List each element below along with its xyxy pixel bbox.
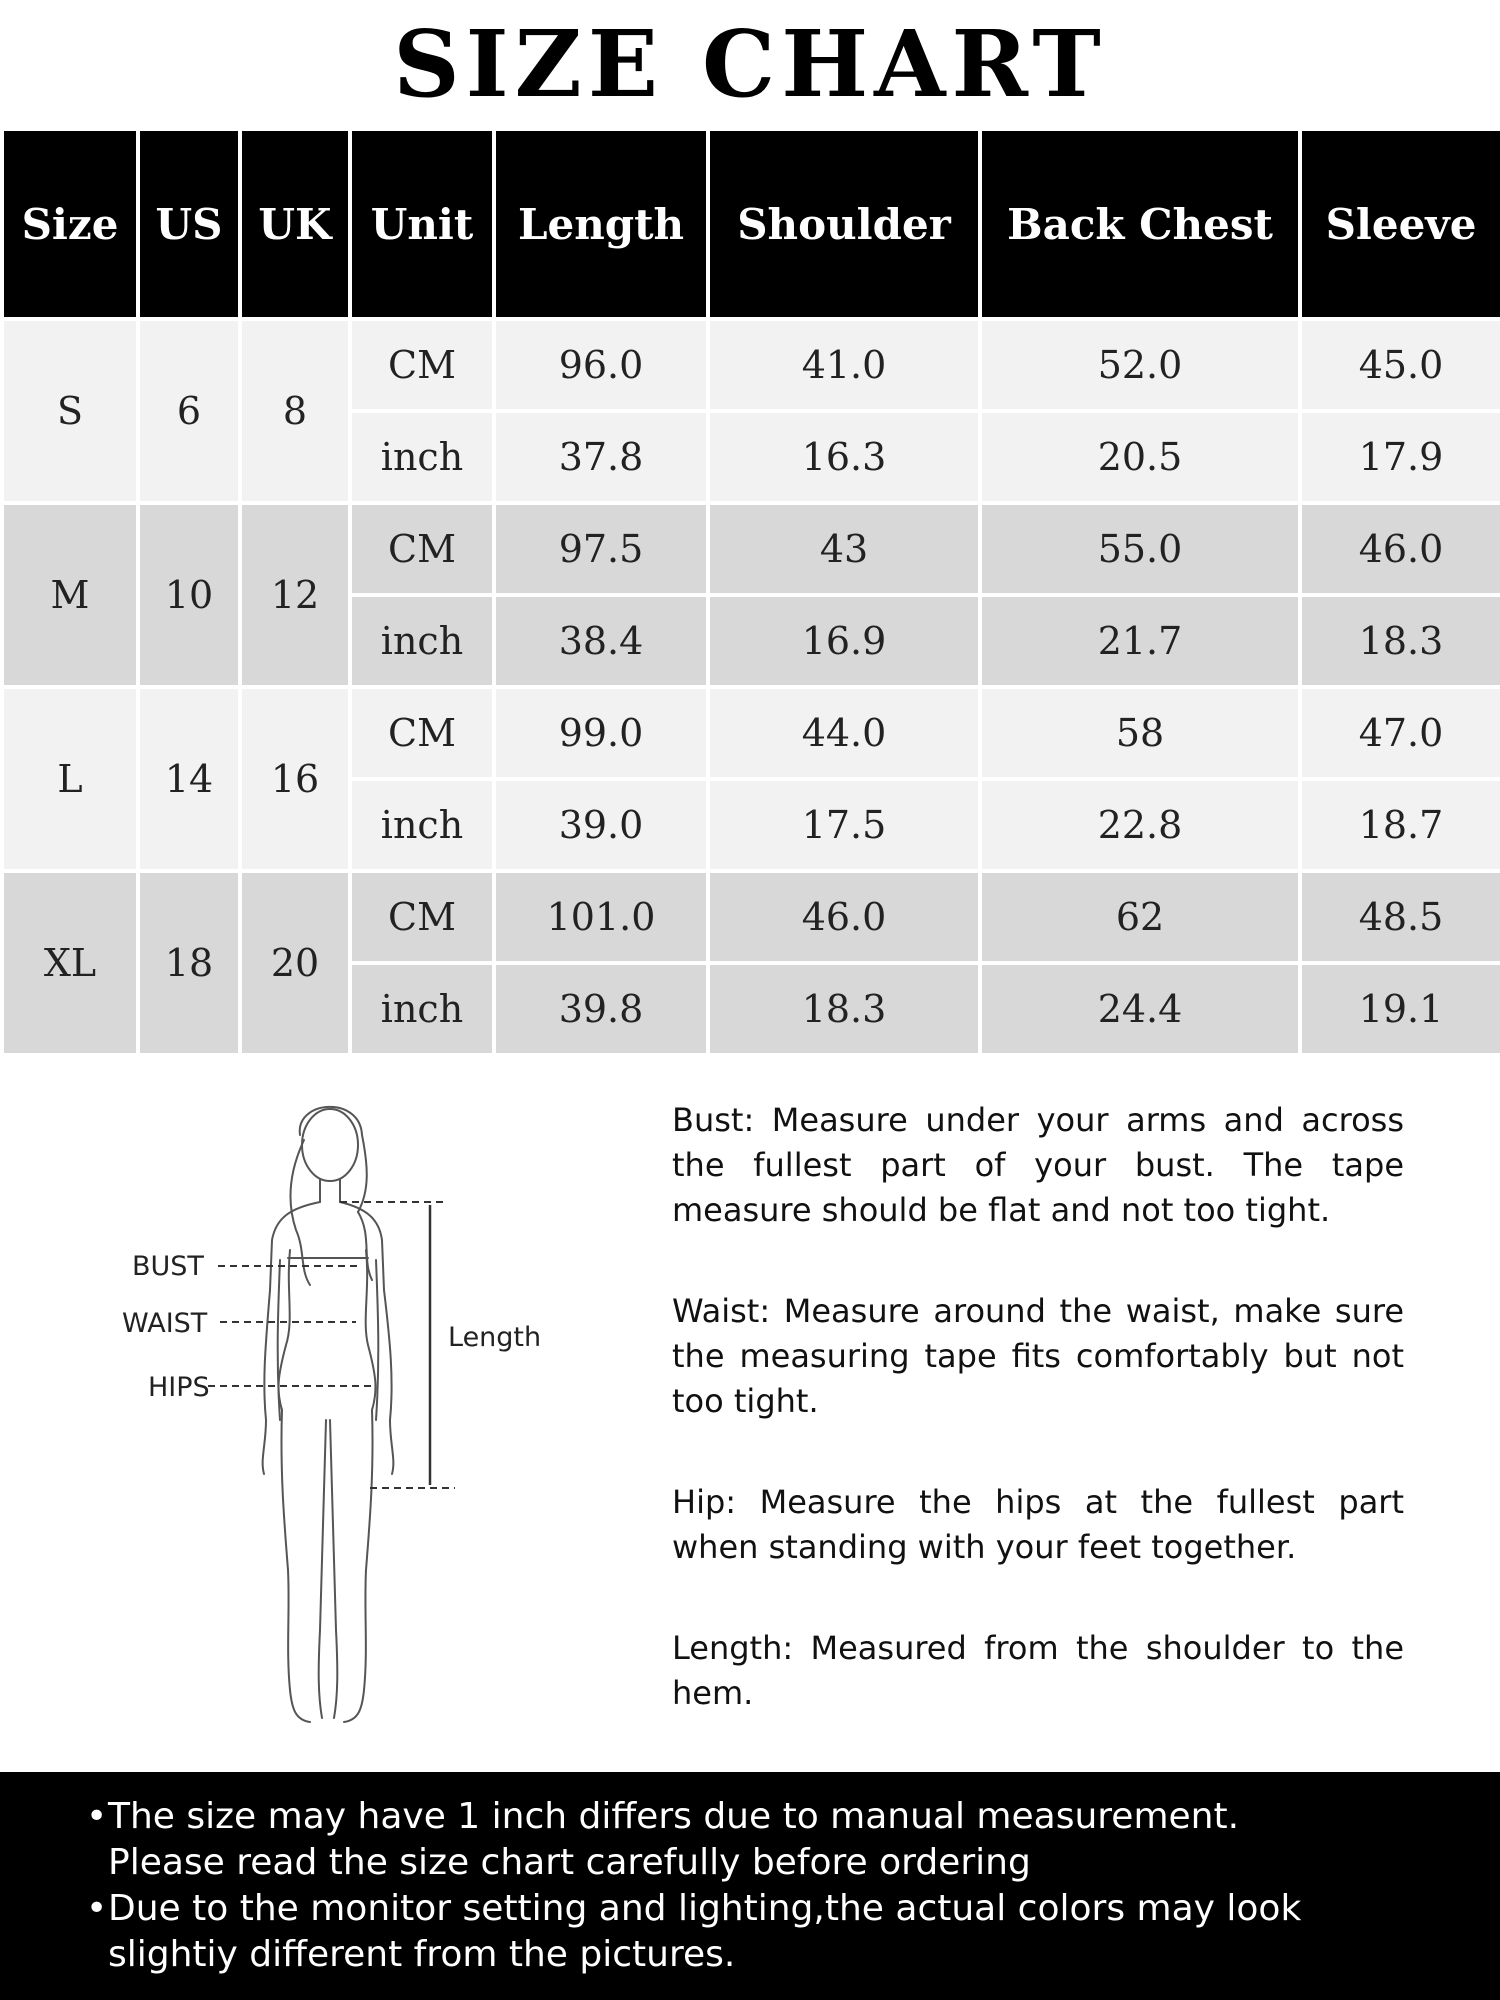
length-cell: 101.0 bbox=[494, 871, 708, 963]
back-chest-cell: 52.0 bbox=[980, 319, 1300, 411]
header-length: Length bbox=[494, 129, 708, 319]
shoulder-cell: 16.9 bbox=[708, 595, 980, 687]
disclaimer-item bbox=[88, 1886, 1440, 1978]
unit-cell: CM bbox=[350, 503, 494, 595]
sleeve-cell: 19.1 bbox=[1300, 963, 1500, 1055]
body-outline-illustration bbox=[100, 1090, 560, 1740]
size-cell: S bbox=[2, 319, 138, 503]
table-header-row bbox=[2, 129, 1500, 319]
measurement-figure bbox=[100, 1090, 560, 1740]
shoulder-cell: 43 bbox=[708, 503, 980, 595]
table-row bbox=[2, 319, 1500, 411]
us-cell: 6 bbox=[138, 319, 240, 503]
shoulder-cell: 44.0 bbox=[708, 687, 980, 779]
table-row bbox=[2, 503, 1500, 595]
page-title: SIZE CHART bbox=[393, 10, 1107, 118]
length-cell: 96.0 bbox=[494, 319, 708, 411]
sleeve-cell: 48.5 bbox=[1300, 871, 1500, 963]
sleeve-cell: 18.3 bbox=[1300, 595, 1500, 687]
length-cell: 39.0 bbox=[494, 779, 708, 871]
measurement-notes bbox=[672, 1098, 1404, 1772]
waist-label: WAIST bbox=[122, 1308, 208, 1339]
uk-cell: 8 bbox=[240, 319, 350, 503]
length-note: Length: Measured from the shoulder to the hem. bbox=[672, 1629, 1404, 1712]
us-cell: 14 bbox=[138, 687, 240, 871]
disclaimer-item bbox=[88, 1794, 1440, 1886]
disclaimer-line: Please read the size chart carefully before ordering bbox=[108, 1842, 1031, 1883]
length-cell: 37.8 bbox=[494, 411, 708, 503]
unit-cell: inch bbox=[350, 411, 494, 503]
length-cell: 39.8 bbox=[494, 963, 708, 1055]
size-cell: XL bbox=[2, 871, 138, 1055]
header-sleeve: Sleeve bbox=[1300, 129, 1500, 319]
size-cell: L bbox=[2, 687, 138, 871]
disclaimer-line: The size may have 1 inch differs due to manual measurement. bbox=[108, 1796, 1240, 1837]
bust-note: Bust: Measure under your arms and across the fullest part of your bust. The tape measure should be flat and not too tight. bbox=[672, 1101, 1404, 1229]
sleeve-cell: 47.0 bbox=[1300, 687, 1500, 779]
sleeve-cell: 17.9 bbox=[1300, 411, 1500, 503]
uk-cell: 20 bbox=[240, 871, 350, 1055]
sleeve-cell: 18.7 bbox=[1300, 779, 1500, 871]
uk-cell: 16 bbox=[240, 687, 350, 871]
hips-label: HIPS bbox=[148, 1372, 210, 1403]
unit-cell: inch bbox=[350, 595, 494, 687]
sleeve-cell: 46.0 bbox=[1300, 503, 1500, 595]
length-label: Length bbox=[448, 1322, 542, 1353]
unit-cell: inch bbox=[350, 779, 494, 871]
table-row bbox=[2, 687, 1500, 779]
shoulder-cell: 16.3 bbox=[708, 411, 980, 503]
bullet-icon: • bbox=[86, 1888, 108, 1929]
length-cell: 38.4 bbox=[494, 595, 708, 687]
shoulder-cell: 17.5 bbox=[708, 779, 980, 871]
size-cell: M bbox=[2, 503, 138, 687]
back-chest-cell: 55.0 bbox=[980, 503, 1300, 595]
sleeve-cell: 45.0 bbox=[1300, 319, 1500, 411]
back-chest-cell: 21.7 bbox=[980, 595, 1300, 687]
header-size: Size bbox=[2, 129, 138, 319]
uk-cell: 12 bbox=[240, 503, 350, 687]
disclaimer-line: slightiy different from the pictures. bbox=[108, 1934, 736, 1975]
shoulder-cell: 46.0 bbox=[708, 871, 980, 963]
length-cell: 97.5 bbox=[494, 503, 708, 595]
header-shoulder: Shoulder bbox=[708, 129, 980, 319]
disclaimer-line: Due to the monitor setting and lighting,the actual colors may look bbox=[108, 1888, 1302, 1929]
header-uk: UK bbox=[240, 129, 350, 319]
table-row bbox=[2, 871, 1500, 963]
head-shape bbox=[302, 1109, 358, 1181]
header-unit: Unit bbox=[350, 129, 494, 319]
unit-cell: CM bbox=[350, 319, 494, 411]
size-table bbox=[0, 127, 1500, 1057]
unit-cell: CM bbox=[350, 871, 494, 963]
back-chest-cell: 62 bbox=[980, 871, 1300, 963]
back-chest-cell: 58 bbox=[980, 687, 1300, 779]
header-back-chest: Back Chest bbox=[980, 129, 1300, 319]
back-chest-cell: 20.5 bbox=[980, 411, 1300, 503]
us-cell: 10 bbox=[138, 503, 240, 687]
header-us: US bbox=[138, 129, 240, 319]
shoulder-cell: 18.3 bbox=[708, 963, 980, 1055]
unit-cell: inch bbox=[350, 963, 494, 1055]
back-chest-cell: 22.8 bbox=[980, 779, 1300, 871]
us-cell: 18 bbox=[138, 871, 240, 1055]
shoulder-cell: 41.0 bbox=[708, 319, 980, 411]
footer-disclaimer bbox=[0, 1772, 1500, 2000]
bullet-icon: • bbox=[86, 1796, 108, 1837]
bust-label: BUST bbox=[132, 1251, 204, 1282]
back-chest-cell: 24.4 bbox=[980, 963, 1300, 1055]
hip-note: Hip: Measure the hips at the fullest part when standing with your feet together. bbox=[672, 1483, 1404, 1566]
length-cell: 99.0 bbox=[494, 687, 708, 779]
unit-cell: CM bbox=[350, 687, 494, 779]
waist-note: Waist: Measure around the waist, make sure the measuring tape fits comfortably but not too tight. bbox=[672, 1292, 1404, 1420]
